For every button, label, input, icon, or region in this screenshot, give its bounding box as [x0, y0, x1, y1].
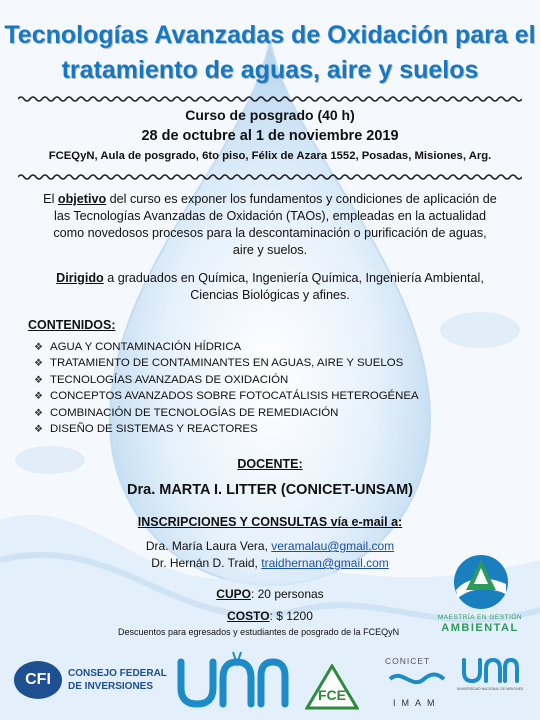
course-location: FCEQyN, Aula de posgrado, 6to piso, Félix de Azara 1552, Posadas, Misiones, Arg. [48, 150, 492, 162]
wavy-divider-2 [18, 173, 522, 181]
list-item [34, 355, 454, 371]
objective-line-4: aire y suelos. [232, 243, 308, 257]
list-item-label: TECNOLOGÍAS AVANZADAS DE OXIDACIÓN [50, 373, 289, 386]
cfi-logo-icon [14, 661, 62, 699]
diamond-bullet-icon: ❖ [34, 423, 43, 435]
contact-name: Dr. Hernán D. Traid, [151, 556, 262, 570]
cost-value: : $ 1200 [269, 609, 313, 623]
list-item-label: TRATAMIENTO DE CONTAMINANTES EN AGUAS, AIRE Y SUELOS [50, 357, 404, 370]
capacity-value: : 20 personas [250, 587, 324, 601]
objective-line-1 [20, 191, 520, 208]
teacher-heading: DOCENTE: [237, 457, 303, 471]
maestria-ambiental-logo-icon [452, 554, 510, 610]
list-item-label: CONCEPTOS AVANZADOS SOBRE FOTOCATÁLISIS HETEROGÉNEA [50, 390, 419, 403]
contact-row [0, 539, 540, 553]
objective-line-1-rest: del curso es exponer los fundamentos y condiciones de aplicación de [106, 192, 497, 206]
imam-label: IMAM [393, 698, 441, 708]
list-item-label: COMBINACIÓN DE TECNOLOGÍAS DE REMEDIACIÓN [50, 406, 339, 419]
conicet-label: CONICET [385, 656, 431, 666]
cfi-name-line-1: CONSEJO FEDERAL [68, 668, 167, 679]
audience-line-1-rest: a graduados en Química, Ingeniería Química, Ingeniería Ambiental, [103, 271, 484, 285]
objective-prefix: El [43, 192, 58, 206]
contact-name: Dra. María Laura Vera, [145, 539, 272, 553]
objective-paragraph [20, 191, 520, 259]
objective-keyword: objetivo [57, 192, 107, 206]
course-type: Curso de posgrado (40 h) [185, 107, 355, 123]
diamond-bullet-icon: ❖ [34, 342, 43, 353]
teacher-name: Dra. MARTA I. LITTER (CONICET-UNSAM) [127, 482, 413, 498]
audience-paragraph [20, 270, 520, 304]
list-item [34, 388, 454, 404]
list-item [34, 405, 454, 421]
list-item [34, 421, 454, 437]
discount-note: Descuentos para egresados y estudiantes de posgrado de la FCEQyN [118, 627, 400, 637]
contents-list [34, 339, 454, 437]
cost-label: COSTO [227, 609, 270, 623]
list-item [34, 372, 454, 388]
maestria-caption-1: MAESTRÍA EN GESTIÓN [437, 614, 523, 621]
list-item [34, 339, 454, 355]
objective-line-3: como novedosos procesos para la descontaminación o purificación de aguas, [53, 226, 487, 240]
diamond-bullet-icon: ❖ [34, 374, 43, 386]
course-dates: 28 de octubre al 1 de noviembre 2019 [141, 128, 399, 144]
objective-line-2: las Tecnologías Avanzadas de Oxidación (TAOs), empleadas en la actualidad [54, 209, 486, 223]
list-item-label: AGUA Y CONTAMINACIÓN HÍDRICA [50, 341, 242, 353]
list-item-label: DISEÑO DE SISTEMAS Y REACTORES [50, 422, 258, 435]
fceqyn-logo-icon [305, 664, 359, 710]
registration-heading: INSCRIPCIONES Y CONSULTAS vía e-mail a: [137, 515, 403, 529]
cfi-name-line-2: DE INVERSIONES [68, 681, 154, 692]
contact-email-link[interactable]: veramalau@gmail.com [271, 539, 395, 553]
wavy-divider [18, 95, 522, 103]
capacity-label: CUPO [216, 587, 251, 601]
audience-line-2: Ciencias Biológicas y afines. [190, 288, 350, 302]
svg-text:FCE: FCE [318, 687, 346, 703]
diamond-bullet-icon: ❖ [34, 407, 43, 419]
audience-line-1 [20, 270, 520, 287]
contents-heading: CONTENIDOS: [28, 318, 116, 332]
unam-small-caption: UNIVERSIDAD NACIONAL DE MISIONES [456, 687, 524, 691]
conicet-wave-icon [388, 668, 446, 690]
audience-keyword: Dirigido [56, 271, 104, 285]
diamond-bullet-icon: ❖ [34, 391, 43, 403]
diamond-bullet-icon: ❖ [34, 358, 43, 370]
maestria-caption-2: AMBIENTAL [441, 622, 519, 634]
contact-email-link[interactable]: traidhernan@gmail.com [261, 556, 389, 570]
title-line-2: tratamiento de aguas, aire y suelos [61, 56, 479, 84]
unam-logo-icon [175, 650, 299, 710]
cfi-logo-mark: CFI [25, 671, 51, 688]
unam-small-logo-icon [460, 654, 520, 684]
title-line-1: Tecnologías Avanzadas de Oxidación para el [4, 21, 536, 49]
